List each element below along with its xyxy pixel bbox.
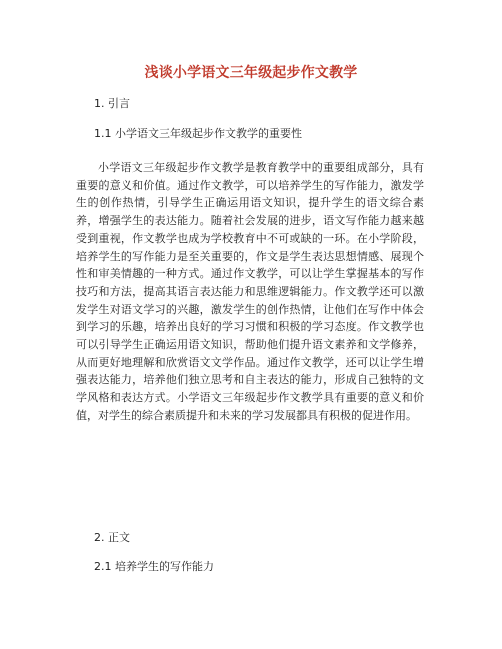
- document-title: 浅谈小学语文三年级起步作文教学: [144, 65, 358, 81]
- subsection-heading-importance: 1.1 小学语文三年级起步作文教学的重要性: [94, 127, 302, 140]
- body-paragraph: 小学语文三年级起步作文教学是教育教学中的重要组成部分，具有重要的意义和价值。通过作文教学，可以培养学生的写作能力，激发学生的创作热情，引导学生正确运用语文知识，提升学生的语文综合素养，增强学生的表达能力。随着社会发展的进步，语文写作能力越来越受到重视，作文教学也成为学校教育中不可或缺的一环。在小学阶段，培养学生的写作能力是至关重要的，作文是学生表达思想情感、展现个性和审美情趣的一种方式。通过作文教学，可以让学生掌握基本的写作技巧和方法，提高其语言表达能力和思维逻辑能力。作文教学还可以激发学生对语文学习的兴趣，激发学生的创作热情，让他们在写作中体会到学习的乐趣，培养出良好的学习习惯和积极的学习态度。作文教学也可以引导学生正确运用语文知识，帮助他们提升语文素养和文学修养，从而更好地理解和欣赏语文文学作品。通过作文教学，还可以让学生增强表达能力，培养他们独立思考和自主表达的能力，形成自己独特的文学风格和表达方式。小学语文三年级起步作文教学具有重要的意义和价值，对学生的综合素质提升和未来的学习发展都具有积极的促进作用。: [76, 161, 424, 422]
- section-heading-body: 2. 正文: [94, 531, 130, 544]
- subsection-heading-writing-ability: 2.1 培养学生的写作能力: [94, 560, 214, 573]
- section-heading-intro: 1. 引言: [94, 97, 130, 110]
